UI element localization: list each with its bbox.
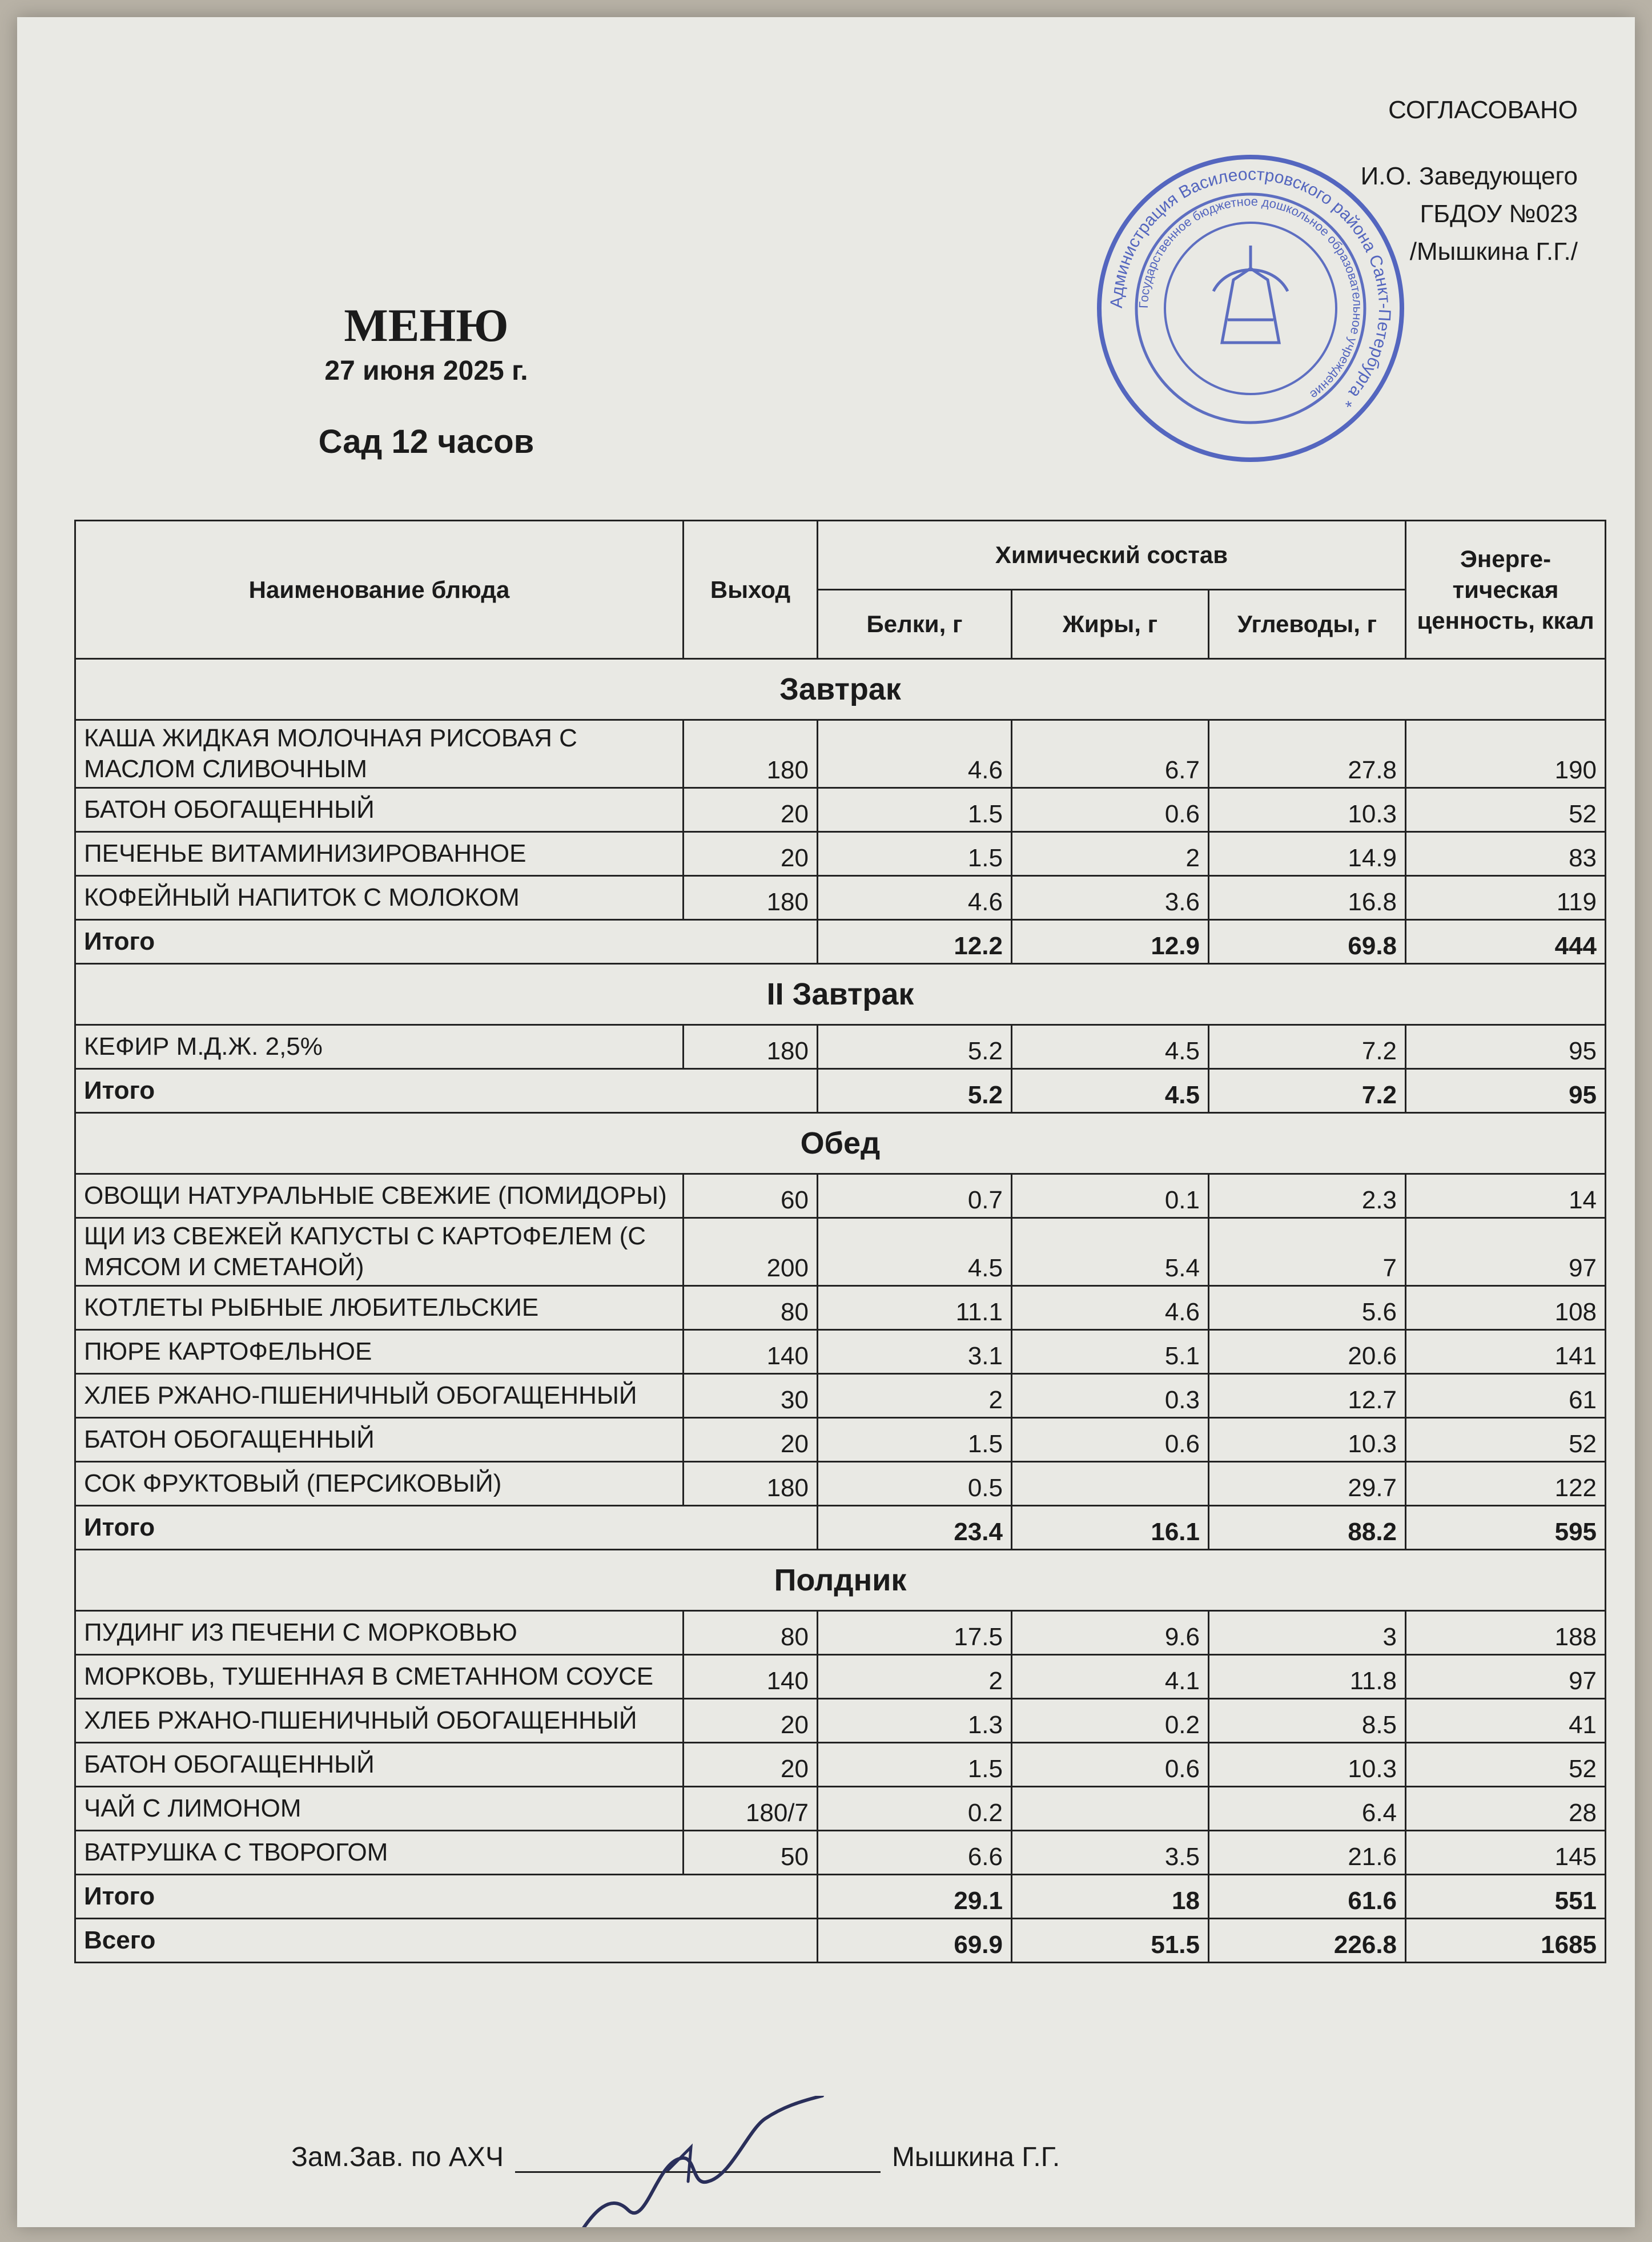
dish-fat: 4.1 bbox=[1012, 1655, 1209, 1699]
menu-table-body bbox=[75, 659, 1606, 1963]
dish-energy: 95 bbox=[1406, 1025, 1606, 1069]
total-label: Итого bbox=[75, 1069, 818, 1113]
dish-row bbox=[75, 1831, 1606, 1875]
dish-row bbox=[75, 1699, 1606, 1743]
dish-fat: 4.6 bbox=[1012, 1286, 1209, 1330]
dish-protein: 1.3 bbox=[818, 1699, 1012, 1743]
dish-name: СОК ФРУКТОВЫЙ (ПЕРСИКОВЫЙ) bbox=[75, 1462, 684, 1506]
dish-energy: 108 bbox=[1406, 1286, 1606, 1330]
header-protein: Белки, г bbox=[818, 590, 1012, 659]
total-energy: 551 bbox=[1406, 1875, 1606, 1919]
dish-yield: 140 bbox=[684, 1330, 818, 1374]
section-title: II Завтрак bbox=[75, 964, 1606, 1025]
dish-row bbox=[75, 1743, 1606, 1787]
dish-energy: 97 bbox=[1406, 1218, 1606, 1286]
dish-yield: 80 bbox=[684, 1611, 818, 1655]
total-label: Итого bbox=[75, 920, 818, 964]
handwritten-signature-icon bbox=[560, 2096, 879, 2227]
approval-position: И.О. Заведующего bbox=[1360, 162, 1578, 190]
dish-protein: 1.5 bbox=[818, 788, 1012, 832]
approval-heading: СОГЛАСОВАНО bbox=[1388, 96, 1578, 124]
document-subtitle: Сад 12 часов bbox=[318, 423, 534, 460]
dish-protein: 11.1 bbox=[818, 1286, 1012, 1330]
dish-row bbox=[75, 876, 1606, 920]
dish-row bbox=[75, 1174, 1606, 1218]
dish-yield: 180/7 bbox=[684, 1787, 818, 1831]
dish-yield: 20 bbox=[684, 1699, 818, 1743]
dish-name: ПЕЧЕНЬЕ ВИТАМИНИЗИРОВАННОЕ bbox=[75, 832, 684, 876]
approval-signatory: /Мышкина Г.Г./ bbox=[1409, 238, 1578, 266]
dish-carbs: 2.3 bbox=[1209, 1174, 1406, 1218]
section-row bbox=[75, 659, 1606, 720]
section-title: Завтрак bbox=[75, 659, 1606, 720]
header-chemical-composition: Химический состав bbox=[818, 521, 1406, 590]
dish-yield: 50 bbox=[684, 1831, 818, 1875]
dish-yield: 80 bbox=[684, 1286, 818, 1330]
dish-protein: 4.5 bbox=[818, 1218, 1012, 1286]
dish-protein: 1.5 bbox=[818, 1418, 1012, 1462]
dish-yield: 140 bbox=[684, 1655, 818, 1699]
section-title: Полдник bbox=[75, 1550, 1606, 1611]
dish-fat: 0.2 bbox=[1012, 1699, 1209, 1743]
dish-carbs: 10.3 bbox=[1209, 1418, 1406, 1462]
dish-name: ЧАЙ С ЛИМОНОМ bbox=[75, 1787, 684, 1831]
dish-energy: 122 bbox=[1406, 1462, 1606, 1506]
dish-energy: 41 bbox=[1406, 1699, 1606, 1743]
dish-row bbox=[75, 1655, 1606, 1699]
dish-yield: 30 bbox=[684, 1374, 818, 1418]
total-protein: 5.2 bbox=[818, 1069, 1012, 1113]
dish-energy: 61 bbox=[1406, 1374, 1606, 1418]
dish-row bbox=[75, 1025, 1606, 1069]
dish-row bbox=[75, 1787, 1606, 1831]
total-fat: 18 bbox=[1012, 1875, 1209, 1919]
total-fat: 4.5 bbox=[1012, 1069, 1209, 1113]
dish-fat bbox=[1012, 1787, 1209, 1831]
header-fat: Жиры, г bbox=[1012, 590, 1209, 659]
dish-yield: 180 bbox=[684, 1025, 818, 1069]
dish-yield: 20 bbox=[684, 832, 818, 876]
dish-protein: 0.5 bbox=[818, 1462, 1012, 1506]
dish-carbs: 14.9 bbox=[1209, 832, 1406, 876]
dish-row bbox=[75, 1330, 1606, 1374]
total-label: Итого bbox=[75, 1875, 818, 1919]
dish-yield: 180 bbox=[684, 876, 818, 920]
dish-energy: 52 bbox=[1406, 1418, 1606, 1462]
total-carbs: 69.8 bbox=[1209, 920, 1406, 964]
grand-total-energy: 1685 bbox=[1406, 1919, 1606, 1963]
dish-carbs: 11.8 bbox=[1209, 1655, 1406, 1699]
dish-row bbox=[75, 832, 1606, 876]
dish-name: ВАТРУШКА С ТВОРОГОМ bbox=[75, 1831, 684, 1875]
menu-document bbox=[17, 17, 1635, 2227]
dish-name: ХЛЕБ РЖАНО-ПШЕНИЧНЫЙ ОБОГАЩЕННЫЙ bbox=[75, 1699, 684, 1743]
dish-name: ЩИ ИЗ СВЕЖЕЙ КАПУСТЫ С КАРТОФЕЛЕМ (С МЯСОМ И СМЕТАНОЙ) bbox=[75, 1218, 684, 1286]
dish-protein: 3.1 bbox=[818, 1330, 1012, 1374]
dish-fat: 0.1 bbox=[1012, 1174, 1209, 1218]
total-carbs: 7.2 bbox=[1209, 1069, 1406, 1113]
dish-energy: 83 bbox=[1406, 832, 1606, 876]
header-carbs: Углеводы, г bbox=[1209, 590, 1406, 659]
dish-carbs: 5.6 bbox=[1209, 1286, 1406, 1330]
header-yield: Выход bbox=[684, 521, 818, 659]
dish-row bbox=[75, 1462, 1606, 1506]
dish-energy: 188 bbox=[1406, 1611, 1606, 1655]
dish-energy: 14 bbox=[1406, 1174, 1606, 1218]
dish-yield: 200 bbox=[684, 1218, 818, 1286]
dish-energy: 119 bbox=[1406, 876, 1606, 920]
document-date: 27 июня 2025 г. bbox=[324, 356, 528, 386]
dish-name: БАТОН ОБОГАЩЕННЫЙ bbox=[75, 788, 684, 832]
total-fat: 12.9 bbox=[1012, 920, 1209, 964]
dish-protein: 0.2 bbox=[818, 1787, 1012, 1831]
dish-name: ХЛЕБ РЖАНО-ПШЕНИЧНЫЙ ОБОГАЩЕННЫЙ bbox=[75, 1374, 684, 1418]
title-block bbox=[17, 297, 1635, 461]
dish-fat: 3.6 bbox=[1012, 876, 1209, 920]
dish-fat bbox=[1012, 1462, 1209, 1506]
total-energy: 444 bbox=[1406, 920, 1606, 964]
dish-name: МОРКОВЬ, ТУШЕННАЯ В СМЕТАННОМ СОУСЕ bbox=[75, 1655, 684, 1699]
dish-protein: 6.6 bbox=[818, 1831, 1012, 1875]
dish-protein: 4.6 bbox=[818, 876, 1012, 920]
dish-fat: 2 bbox=[1012, 832, 1209, 876]
footer-position: Зам.Зав. по АХЧ bbox=[291, 2142, 504, 2172]
grand-total-label: Всего bbox=[75, 1919, 818, 1963]
dish-row bbox=[75, 1418, 1606, 1462]
total-protein: 29.1 bbox=[818, 1875, 1012, 1919]
dish-row bbox=[75, 720, 1606, 788]
dish-row bbox=[75, 1374, 1606, 1418]
dish-yield: 20 bbox=[684, 1743, 818, 1787]
dish-energy: 190 bbox=[1406, 720, 1606, 788]
dish-protein: 4.6 bbox=[818, 720, 1012, 788]
svg-text:Администрация Василеостровског: Администрация Василеостровского района Санкт-Петербурга * bbox=[1107, 164, 1394, 411]
grand-total-row bbox=[75, 1919, 1606, 1963]
dish-protein: 5.2 bbox=[818, 1025, 1012, 1069]
dish-carbs: 3 bbox=[1209, 1611, 1406, 1655]
dish-fat: 0.6 bbox=[1012, 1418, 1209, 1462]
dish-carbs: 16.8 bbox=[1209, 876, 1406, 920]
total-fat: 16.1 bbox=[1012, 1506, 1209, 1550]
dish-carbs: 8.5 bbox=[1209, 1699, 1406, 1743]
dish-fat: 0.3 bbox=[1012, 1374, 1209, 1418]
dish-protein: 2 bbox=[818, 1655, 1012, 1699]
grand-total-carbs: 226.8 bbox=[1209, 1919, 1406, 1963]
dish-carbs: 10.3 bbox=[1209, 788, 1406, 832]
dish-fat: 0.6 bbox=[1012, 1743, 1209, 1787]
dish-energy: 145 bbox=[1406, 1831, 1606, 1875]
section-row bbox=[75, 1113, 1606, 1174]
header-dish-name: Наименование блюда bbox=[75, 521, 684, 659]
dish-row bbox=[75, 1286, 1606, 1330]
dish-carbs: 6.4 bbox=[1209, 1787, 1406, 1831]
dish-name: ОВОЩИ НАТУРАЛЬНЫЕ СВЕЖИЕ (ПОМИДОРЫ) bbox=[75, 1174, 684, 1218]
dish-yield: 60 bbox=[684, 1174, 818, 1218]
section-total-row bbox=[75, 1069, 1606, 1113]
dish-yield: 20 bbox=[684, 1418, 818, 1462]
dish-carbs: 29.7 bbox=[1209, 1462, 1406, 1506]
section-row bbox=[75, 1550, 1606, 1611]
dish-name: КОТЛЕТЫ РЫБНЫЕ ЛЮБИТЕЛЬСКИЕ bbox=[75, 1286, 684, 1330]
dish-protein: 17.5 bbox=[818, 1611, 1012, 1655]
dish-name: КОФЕЙНЫЙ НАПИТОК С МОЛОКОМ bbox=[75, 876, 684, 920]
grand-total-protein: 69.9 bbox=[818, 1919, 1012, 1963]
total-label: Итого bbox=[75, 1506, 818, 1550]
section-row bbox=[75, 964, 1606, 1025]
dish-energy: 28 bbox=[1406, 1787, 1606, 1831]
total-energy: 95 bbox=[1406, 1069, 1606, 1113]
document-title: МЕНЮ bbox=[344, 299, 509, 351]
total-energy: 595 bbox=[1406, 1506, 1606, 1550]
dish-protein: 2 bbox=[818, 1374, 1012, 1418]
dish-yield: 20 bbox=[684, 788, 818, 832]
menu-table bbox=[74, 520, 1606, 1963]
dish-energy: 52 bbox=[1406, 1743, 1606, 1787]
approval-institution: ГБДОУ №023 bbox=[1420, 200, 1578, 228]
dish-carbs: 7.2 bbox=[1209, 1025, 1406, 1069]
footer-name: Мышкина Г.Г. bbox=[891, 2142, 1060, 2172]
total-carbs: 61.6 bbox=[1209, 1875, 1406, 1919]
dish-fat: 4.5 bbox=[1012, 1025, 1209, 1069]
dish-yield: 180 bbox=[684, 1462, 818, 1506]
dish-fat: 6.7 bbox=[1012, 720, 1209, 788]
dish-fat: 3.5 bbox=[1012, 1831, 1209, 1875]
total-protein: 23.4 bbox=[818, 1506, 1012, 1550]
section-total-row bbox=[75, 1875, 1606, 1919]
dish-fat: 9.6 bbox=[1012, 1611, 1209, 1655]
svg-text:Государственное бюджетное дошк: Государственное бюджетное дошкольное образовательное учреждение bbox=[1136, 194, 1365, 403]
dish-carbs: 7 bbox=[1209, 1218, 1406, 1286]
dish-fat: 5.1 bbox=[1012, 1330, 1209, 1374]
dish-carbs: 10.3 bbox=[1209, 1743, 1406, 1787]
dish-energy: 141 bbox=[1406, 1330, 1606, 1374]
dish-protein: 1.5 bbox=[818, 832, 1012, 876]
section-total-row bbox=[75, 920, 1606, 964]
dish-name: БАТОН ОБОГАЩЕННЫЙ bbox=[75, 1743, 684, 1787]
dish-row bbox=[75, 788, 1606, 832]
section-total-row bbox=[75, 1506, 1606, 1550]
dish-fat: 5.4 bbox=[1012, 1218, 1209, 1286]
dish-energy: 97 bbox=[1406, 1655, 1606, 1699]
dish-name: ПУДИНГ ИЗ ПЕЧЕНИ С МОРКОВЬЮ bbox=[75, 1611, 684, 1655]
dish-protein: 1.5 bbox=[818, 1743, 1012, 1787]
dish-carbs: 27.8 bbox=[1209, 720, 1406, 788]
section-title: Обед bbox=[75, 1113, 1606, 1174]
dish-name: КЕФИР М.Д.Ж. 2,5% bbox=[75, 1025, 684, 1069]
dish-name: БАТОН ОБОГАЩЕННЫЙ bbox=[75, 1418, 684, 1462]
dish-yield: 180 bbox=[684, 720, 818, 788]
total-protein: 12.2 bbox=[818, 920, 1012, 964]
dish-name: ПЮРЕ КАРТОФЕЛЬНОЕ bbox=[75, 1330, 684, 1374]
dish-carbs: 21.6 bbox=[1209, 1831, 1406, 1875]
total-carbs: 88.2 bbox=[1209, 1506, 1406, 1550]
dish-energy: 52 bbox=[1406, 788, 1606, 832]
grand-total-fat: 51.5 bbox=[1012, 1919, 1209, 1963]
dish-carbs: 20.6 bbox=[1209, 1330, 1406, 1374]
dish-row bbox=[75, 1611, 1606, 1655]
header-energy: Энерге-тическая ценность, ккал bbox=[1406, 521, 1606, 659]
dish-name: КАША ЖИДКАЯ МОЛОЧНАЯ РИСОВАЯ С МАСЛОМ СЛИВОЧНЫМ bbox=[75, 720, 684, 788]
dish-protein: 0.7 bbox=[818, 1174, 1012, 1218]
dish-carbs: 12.7 bbox=[1209, 1374, 1406, 1418]
dish-fat: 0.6 bbox=[1012, 788, 1209, 832]
dish-row bbox=[75, 1218, 1606, 1286]
